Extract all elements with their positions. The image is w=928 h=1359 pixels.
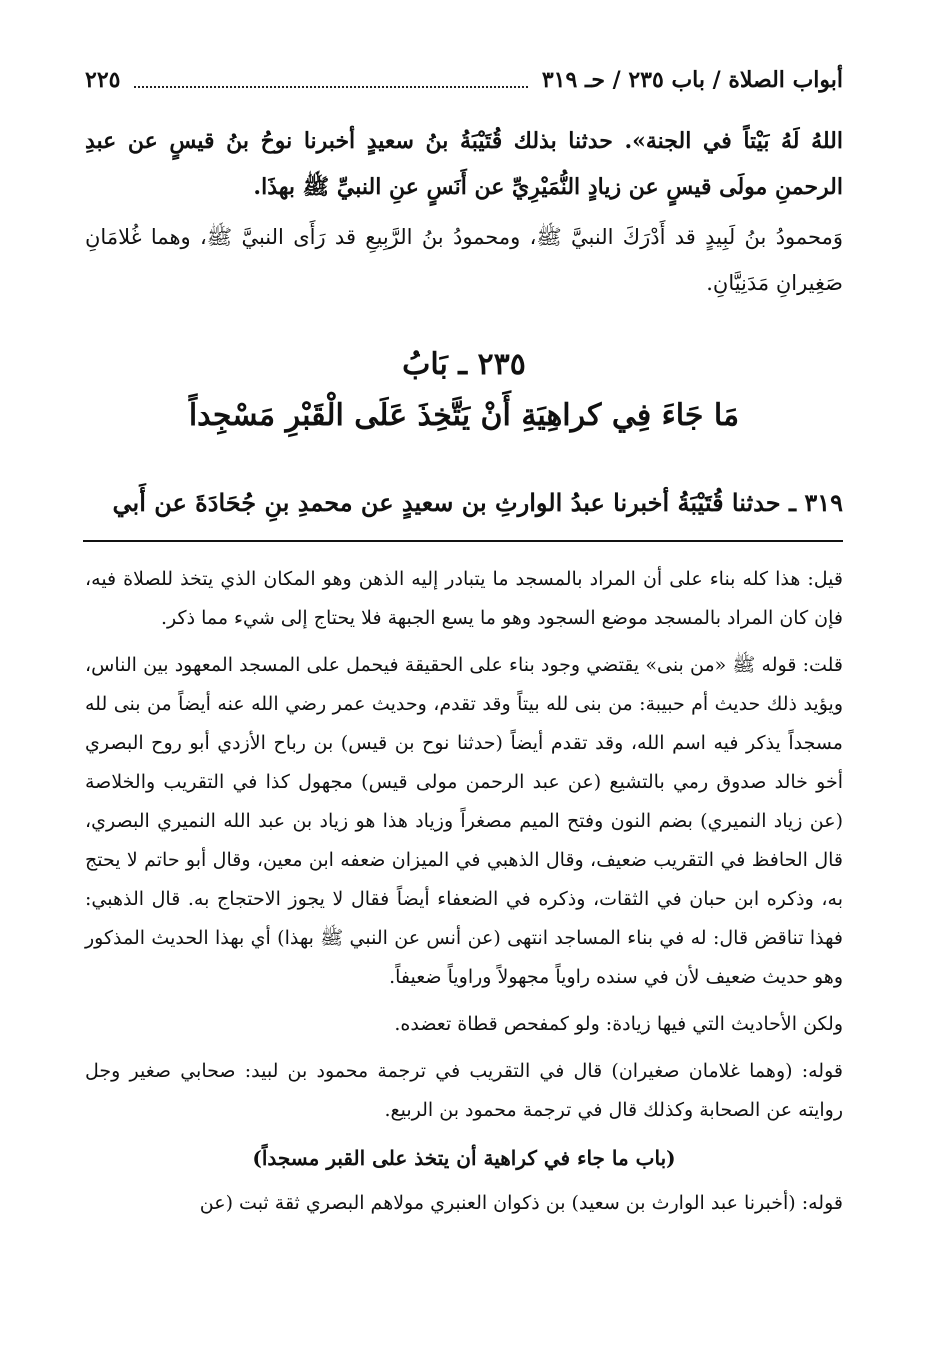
paragraph-1: اللهُ لَهُ بَيْتاً في الجنة». حدثنا بذلك قُتَيْبَةُ بنُ سعيدٍ أخبرنا نوحُ بنُ قيسٍ عن عبدِ الرحمنِ مولَى قيسٍ عن زيادٍ النُّمَيْرِيِّ عن أَنَسٍ عنِ النبيِّ ﷺ بهذَا. — [85, 128, 843, 200]
page-header — [85, 60, 843, 100]
note-3: قوله: (وهما غلامان صغيران) قال في التقريب في ترجمة محمود بن لبيد: صحابي صغير وجل روايته عن الصحابة وكذلك قال في ترجمة محمود بن الربيع. — [85, 1060, 843, 1121]
note-2b: ولكن الأحاديث التي فيها زيادة: ولو كمفحص قطاة تعضده. — [394, 1013, 843, 1035]
main-text — [85, 118, 843, 550]
chapter-heading — [85, 340, 843, 442]
note-5: قوله: (أخبرنا عبد الوارث بن سعيد) بن ذكوان العنبري مولاهم البصري ثقة ثبت (عن — [199, 1192, 843, 1214]
footnote-divider — [83, 540, 843, 542]
commentary — [85, 560, 843, 1231]
note-1: قيل: هذا كله بناء على أن المراد بالمسجد ما يتبادر إليه الذهن وهو المكان الذي يتخذ للصلاة فيه، فإن كان المراد بالمسجد موضع السجود وهو ما يسع الجبهة فلا يحتاج إلى شيء مما ذكر. — [85, 568, 843, 629]
chapter-title: مَا جَاءَ فِي كراهِيَةِ أَنْ يَتَّخِذَ عَلَى الْقَبْرِ مَسْجِداً — [188, 398, 740, 433]
note-2: قلت: قوله ﷺ «من بنى» يقتضي وجود بناء على الحقيقة فيحمل على المسجد المعهود بين الناس، ويؤيد ذلك حديث أم حبيبة: من بنى لله بيتاً وقد تقدم، وحديث عمر رضي الله عنه أيضاً من بنى لله مسجداً يذكر فيه اسم الله، وقد تقدم أيضاً (حدثنا نوح بن قيس) بن رباح الأزدي أبو روح البصري أخو خالد صدوق رمي بالتشيع (عن عبد الرحمن مولى قيس) مجهول كذا في التقريب والخلاصة (عن زياد النميري) بضم النون وفتح الميم مصغراً وزياد هذا هو زياد بن عبد الله النميري البصري، قال الحافظ في التقريب ضعيف، وقال الذهبي في الميزان ضعفه ابن معين، وقال أبو حاتم لا يحتج به، وذكره ابن حبان في الثقات، وذكره في الضعفاء أيضاً فقال لا يجوز الاحتجاج به. قال الذهبي: فهذا تناقض قال: له في بناء المساجد انتهى (عن أنس عن النبي ﷺ بهذا) أي بهذا الحديث المذكور وهو حديث ضعيف لأن في سنده راوياً مجهولاً وراوياً ضعيفاً. — [85, 654, 843, 988]
paragraph-2: وَمحمودُ بنُ لَبِيدٍ قد أَدْرَكَ النبيَّ ﷺ، ومحمودُ بنُ الرَّبِيعِ قد رَأَى النبيَّ ﷺ، وهما غُلامَانِ صَغِيرانِ مَدَنِيَّانِ. — [85, 225, 843, 295]
hadith-text: ٣١٩ ـ حدثنا قُتَيْبَةُ أخبرنا عبدُ الوارثِ بن سعيدٍ عن محمدِ بنِ جُحَادَةَ عن أَبي — [112, 488, 843, 517]
chapter-number: ٢٣٥ ـ بَابُ — [402, 347, 526, 382]
note-chapter-heading: (باب ما جاء في كراهية أن يتخذ على القبر مسجداً) — [252, 1146, 676, 1170]
running-head: أبواب الصلاة / باب ٢٣٥ / حـ ٣١٩ — [541, 67, 843, 93]
page-number: ٢٢٥ — [85, 67, 121, 93]
dot-leader — [134, 72, 527, 88]
